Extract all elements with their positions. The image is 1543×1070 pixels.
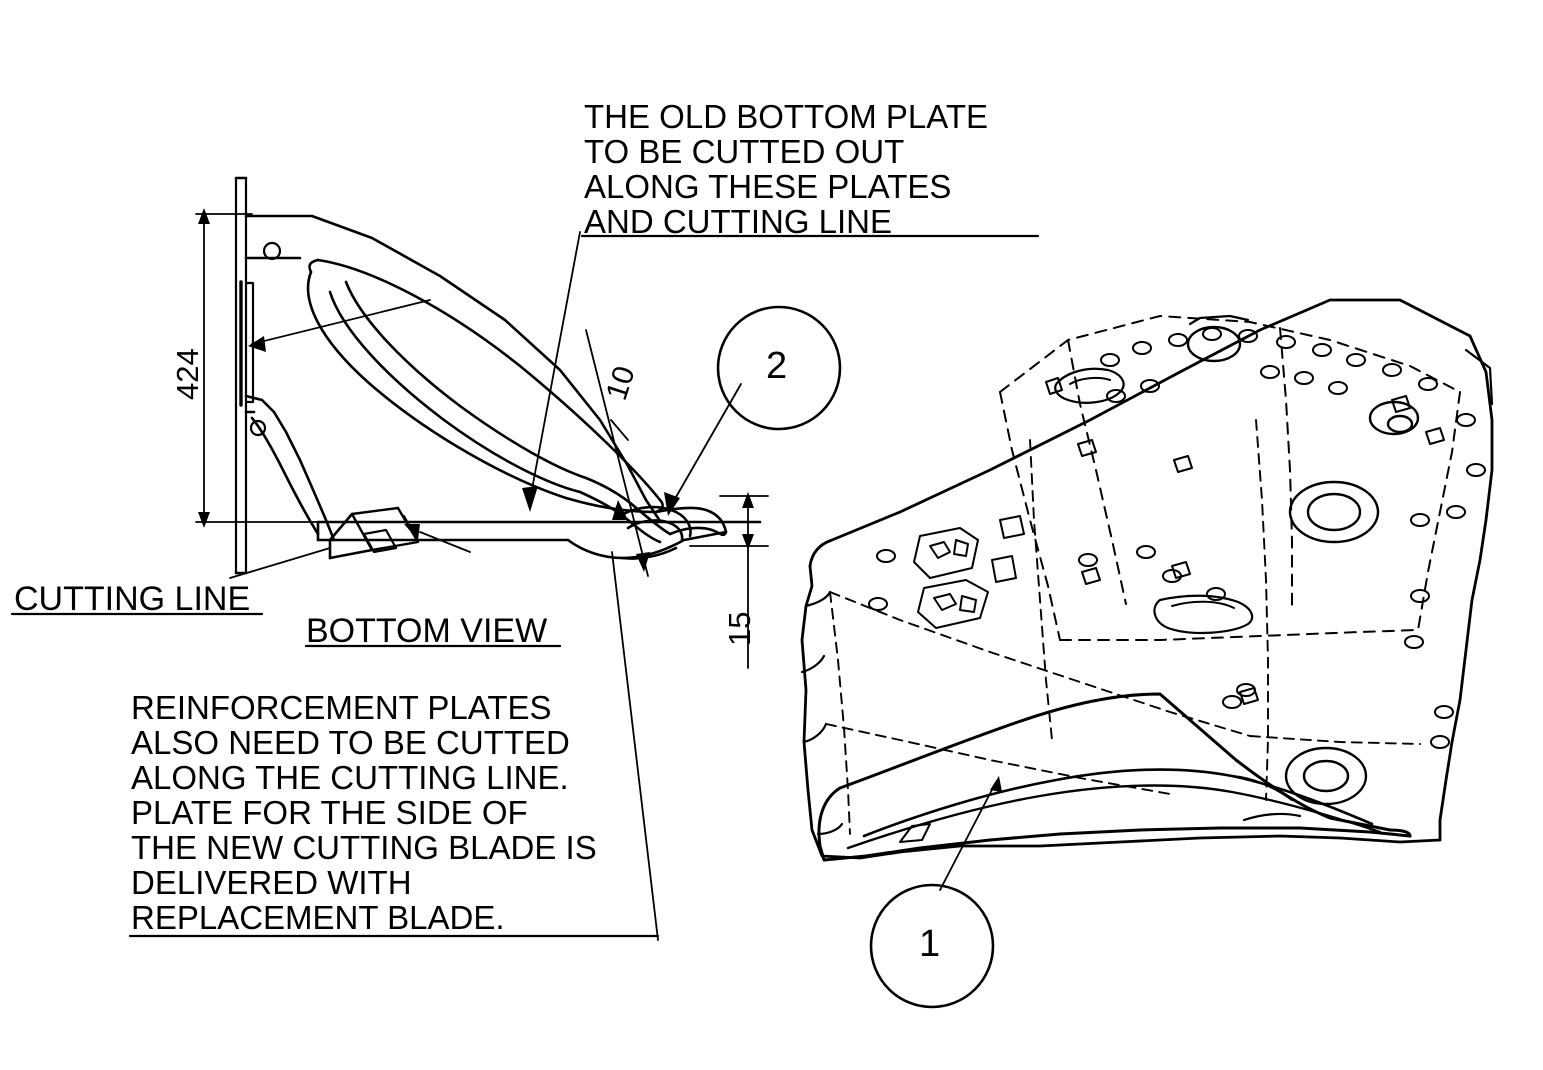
note-reinforcement-line-4: PLATE FOR THE SIDE OF: [131, 794, 528, 831]
balloon-2-label: 2: [766, 345, 788, 387]
label-cutting-line: CUTTING LINE: [14, 580, 251, 618]
dimension-value-10: 10: [600, 362, 642, 405]
note-reinforcement-line-3: ALONG THE CUTTING LINE.: [131, 759, 569, 796]
note-old-bottom-plate-line-2: TO BE CUTTED OUT: [584, 133, 905, 170]
note-reinforcement-line-1: REINFORCEMENT PLATES: [131, 689, 552, 726]
note-reinforcement-line-5: THE NEW CUTTING BLADE IS: [131, 829, 597, 866]
balloon-1-label: 1: [919, 923, 941, 965]
isometric-bucket-view: [802, 300, 1492, 860]
note-old-bottom-plate-line-1: THE OLD BOTTOM PLATE: [584, 98, 989, 135]
note-old-bottom-plate-line-4: AND CUTTING LINE: [584, 203, 893, 240]
note-reinforcement-line-6: DELIVERED WITH: [131, 864, 412, 901]
note-reinforcement-line-2: ALSO NEED TO BE CUTTED: [131, 724, 570, 761]
dimension-value-424: 424: [170, 348, 205, 400]
note-reinforcement-line-7: REPLACEMENT BLADE.: [131, 899, 505, 936]
note-old-bottom-plate-line-3: ALONG THESE PLATES: [584, 168, 952, 205]
label-bottom-view: BOTTOM VIEW: [306, 612, 548, 650]
balloon-1-leader: [940, 782, 996, 890]
dimension-value-15: 15: [722, 611, 757, 646]
